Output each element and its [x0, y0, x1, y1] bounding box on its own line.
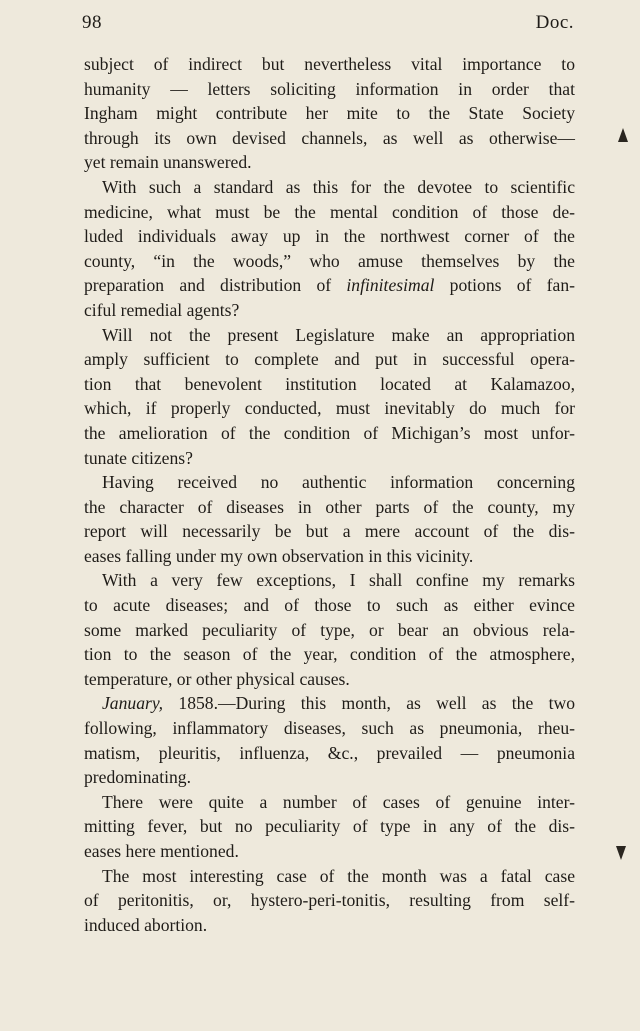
text-line: Ingham might contribute her mite to the State Society: [84, 103, 575, 124]
text-line: With such a standard as this for the devotee to scientific: [102, 176, 575, 197]
text-line: [84, 273, 575, 298]
text-line: ciful remedial agents?: [84, 299, 240, 320]
italic-text: January,: [102, 693, 164, 714]
text-line: luded individuals away up in the northwest corner of the: [84, 226, 575, 247]
text-line: humanity — letters soliciting information in order that: [84, 78, 575, 99]
text-line: the character of diseases in other parts of the county, my: [84, 496, 575, 517]
text-line: [84, 691, 575, 716]
text-run: potions of fan-: [434, 275, 575, 296]
running-title: Doc.: [535, 12, 574, 33]
page-number: 98: [82, 12, 102, 33]
text-line: some marked peculiarity of type, or bear an obvious rela-: [84, 619, 575, 640]
text-line: eases falling under my own observation in this vicinity.: [84, 545, 474, 566]
text-line: subject of indirect but nevertheless vital importance to: [84, 54, 575, 74]
text-line: report will necessarily be but a mere account of the dis-: [84, 521, 575, 542]
text-line: to acute diseases; and of those to such as either evince: [84, 595, 575, 616]
text-line: which, if properly conducted, must inevitably do much for: [84, 398, 575, 419]
text-line: Will not the present Legislature make an appropriation: [102, 324, 575, 345]
text-line: yet remain unanswered.: [84, 152, 252, 173]
italic-text: infinitesimal: [346, 275, 435, 296]
text-line: matism, pleuritis, influenza, &c., prevailed — pneumonia: [84, 742, 575, 763]
text-line: county, “in the woods,” who amuse themselves by the: [84, 250, 575, 271]
text-line: the amelioration of the condition of Michigan’s most unfor-: [84, 422, 575, 443]
text-line: temperature, or other physical causes.: [84, 668, 350, 689]
text-line: induced abortion.: [84, 914, 208, 935]
text-line: following, inflammatory diseases, such as pneumonia, rheu-: [84, 718, 575, 739]
margin-mark-icon: [616, 846, 626, 860]
text-line: mitting fever, but no peculiarity of type in any of the dis-: [84, 816, 575, 837]
text-line: amply sufficient to complete and put in successful opera-: [84, 349, 575, 370]
text-line: through its own devised channels, as well as otherwise—: [84, 127, 575, 148]
text-line: medicine, what must be the mental condition of those de-: [84, 201, 575, 222]
text-line: of peritonitis, or, hystero-peri-tonitis, resulting from self-: [84, 890, 575, 911]
text-line: Having received no authentic information concerning: [102, 472, 575, 493]
text-run: 1858.—During this month, as well as the two: [163, 693, 575, 714]
text-line: eases here mentioned.: [84, 841, 239, 861]
text-line: With a very few exceptions, I shall confine my remarks: [102, 570, 575, 591]
page-header: [82, 12, 574, 34]
margin-mark-icon: [618, 128, 628, 142]
text-line: tion to the season of the year, condition of the atmosphere,: [84, 644, 575, 665]
text-line: The most interesting case of the month was a fatal case: [102, 865, 575, 886]
text-line: tion that benevolent institution located at Kalamazoo,: [84, 373, 575, 394]
body-text: [84, 52, 575, 937]
text-run: preparation and distribution of: [84, 275, 347, 296]
text-line: There were quite a number of cases of genuine inter-: [102, 791, 575, 812]
text-line: tunate citizens?: [84, 447, 193, 468]
text-line: predominating.: [84, 767, 192, 788]
